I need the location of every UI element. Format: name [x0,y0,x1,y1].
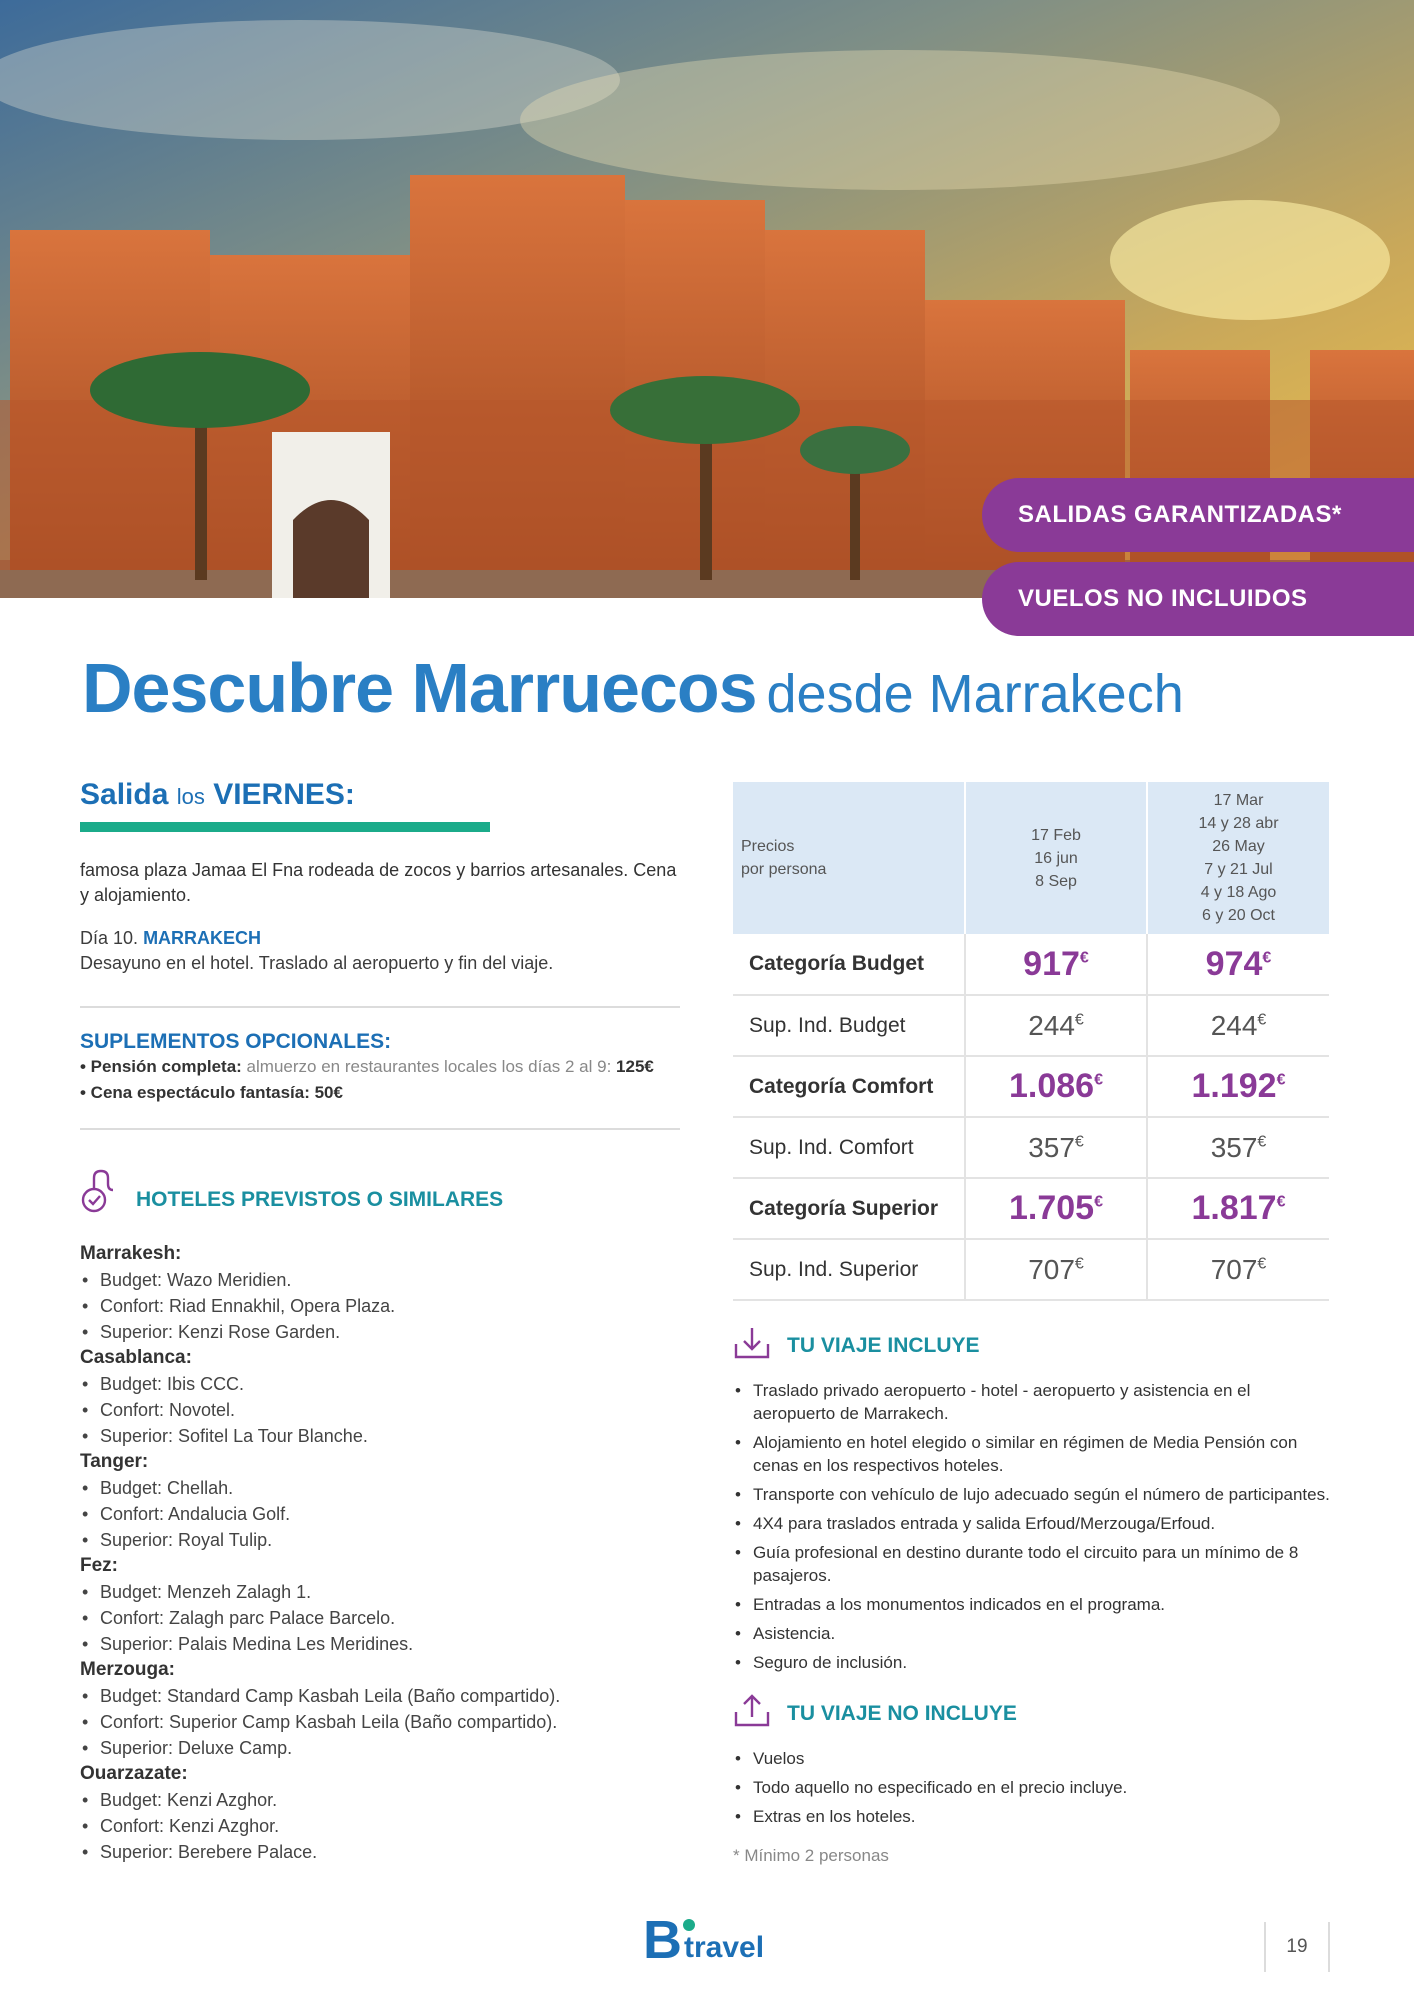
download-icon [733,1326,771,1365]
itinerary-day [80,926,680,976]
price-header-row [733,782,1329,934]
day-text: Desayuno en el hotel. Traslado al aeropuerto y fin del viaje. [80,953,554,973]
hotel-item: • Superior: Palais Medina Les Meridines. [80,1631,680,1657]
badge-vuelos-no-incluidos: VUELOS NO INCLUIDOS [982,562,1414,636]
salida-heading [80,778,680,812]
list-item: • Seguro de inclusión. [733,1651,1333,1674]
city-name: Merzouga: [80,1659,175,1680]
hotel-item: • Confort: Superior Camp Kasbah Leila (Baño compartido). [80,1709,680,1735]
hotel-item: • Confort: Zalagh parc Palace Barcelo. [80,1605,680,1631]
hotel-item: • Superior: Berebere Palace. [80,1839,680,1865]
hotel-item: • Budget: Chellah. [80,1475,680,1501]
price-header-label: Precios por persona [733,782,965,934]
divider [80,1128,680,1130]
hotel-item: • Budget: Standard Camp Kasbah Leila (Baño compartido). [80,1683,680,1709]
title-strong: Descubre Marruecos [82,649,757,727]
day-city: MARRAKECH [143,928,262,948]
upload-icon [733,1694,771,1733]
hotel-item: • Superior: Sofitel La Tour Blanche. [80,1423,680,1449]
city-name: Marrakesh: [80,1243,182,1264]
logo-dot [683,1919,695,1931]
price-cell: 244€ [1147,995,1329,1056]
incluye-title: TU VIAJE INCLUYE [787,1333,980,1357]
row-label: Categoría Superior [733,1178,965,1239]
incluye-heading [733,1326,1333,1365]
logo-text: travel [684,1931,765,1964]
price-cell: 1.705€ [965,1178,1147,1239]
row-label: Categoría Comfort [733,1056,965,1117]
list-item: • Guía profesional en destino durante todo el circuito para un mínimo de 8 pasajeros. [733,1541,1333,1587]
list-item: • Traslado privado aeropuerto - hotel - aeropuerto y asistencia en el aeropuerto de Marrakech. [733,1379,1333,1425]
price-cell: 357€ [965,1117,1147,1178]
suplemento-text: almuerzo en restaurantes locales los días 2 al 9: [241,1057,617,1076]
price-cell: 244€ [965,995,1147,1056]
salida-connector: los [176,784,205,809]
hoteles-title: HOTELES PREVISTOS O SIMILARES [136,1187,504,1211]
hotel-item: • Confort: Riad Ennakhil, Opera Plaza. [80,1293,680,1319]
table-row [733,1239,1329,1300]
list-item: • Asistencia. [733,1622,1333,1645]
green-divider [80,822,490,832]
footnote: * Mínimo 2 personas [733,1846,889,1865]
list-item: • Extras en los hoteles. [733,1805,1333,1828]
itinerary-paragraph: famosa plaza Jamaa El Fna rodeada de zocos y barrios artesanales. Cena y alojamiento. [80,860,677,905]
price-header-dates-1: 17 Feb 16 jun 8 Sep [965,782,1147,934]
price-cell: 917€ [965,934,1147,995]
suplemento-price: 125€ [616,1057,654,1076]
row-label: Sup. Ind. Budget [733,995,965,1056]
salida-day: VIERNES: [213,778,355,811]
table-row [733,1178,1329,1239]
no-incluye-heading [733,1694,1333,1733]
page-title [82,648,1184,728]
hotel-item: • Budget: Ibis CCC. [80,1371,680,1397]
badge-salidas-garantizadas: SALIDAS GARANTIZADAS* [982,478,1414,552]
left-column [80,778,680,1865]
table-row [733,934,1329,995]
divider [80,1006,680,1008]
price-cell: 1.817€ [1147,1178,1329,1239]
hotel-list [80,1241,680,1865]
hotel-key-icon [80,1168,120,1219]
table-row [733,995,1329,1056]
table-row [733,1056,1329,1117]
list-item: • Transporte con vehículo de lujo adecuado según el número de participantes. [733,1483,1333,1506]
hotel-item: • Superior: Deluxe Camp. [80,1735,680,1761]
price-header-dates-2: 17 Mar 14 y 28 abr 26 May 7 y 21 Jul 4 y 18 Ago 6 y 20 Oct [1147,782,1329,934]
price-cell: 1.192€ [1147,1056,1329,1117]
right-column [733,1326,1333,1866]
no-incluye-title: TU VIAJE NO INCLUYE [787,1701,1017,1725]
row-label: Categoría Budget [733,934,965,995]
hoteles-heading [80,1168,680,1219]
city-name: Tanger: [80,1451,149,1472]
suplementos-title: SUPLEMENTOS OPCIONALES: [80,1030,392,1053]
hotel-item: • Confort: Novotel. [80,1397,680,1423]
price-cell: 1.086€ [965,1056,1147,1117]
row-label: Sup. Ind. Superior [733,1239,965,1300]
hotel-item: • Superior: Royal Tulip. [80,1527,680,1553]
no-incluye-list [733,1747,1333,1828]
city-name: Casablanca: [80,1347,192,1368]
page-number: 19 [1264,1922,1330,1972]
city-name: Ouarzazate: [80,1763,188,1784]
suplemento-item [80,1080,680,1106]
suplemento-label: • Cena espectáculo fantasía: 50€ [80,1083,343,1102]
suplemento-item [80,1054,680,1080]
price-table [733,782,1329,1301]
suplemento-label: • Pensión completa: [80,1057,242,1076]
city-name: Fez: [80,1555,118,1576]
price-cell: 707€ [965,1239,1147,1300]
list-item: • Entradas a los monumentos indicados en el programa. [733,1593,1333,1616]
list-item: • Alojamiento en hotel elegido o similar en régimen de Media Pensión con cenas en los respectivos hoteles. [733,1431,1333,1477]
hotel-item: • Budget: Menzeh Zalagh 1. [80,1579,680,1605]
hotel-item: • Budget: Wazo Meridien. [80,1267,680,1293]
table-row [733,1117,1329,1178]
logo-b: B [643,1910,682,1970]
hotel-item: • Budget: Kenzi Azghor. [80,1787,680,1813]
list-item: • Vuelos [733,1747,1333,1770]
price-cell: 974€ [1147,934,1329,995]
btravel-logo [643,1910,765,1970]
incluye-list [733,1379,1333,1674]
hotel-item: • Confort: Andalucia Golf. [80,1501,680,1527]
price-cell: 707€ [1147,1239,1329,1300]
hotel-item: • Superior: Kenzi Rose Garden. [80,1319,680,1345]
title-light: desde Marrakech [766,664,1184,724]
list-item: • 4X4 para traslados entrada y salida Erfoud/Merzouga/Erfoud. [733,1512,1333,1535]
list-item: • Todo aquello no especificado en el precio incluye. [733,1776,1333,1799]
hotel-item: • Confort: Kenzi Azghor. [80,1813,680,1839]
salida-prefix: Salida [80,778,169,811]
row-label: Sup. Ind. Comfort [733,1117,965,1178]
day-label: Día 10. [80,928,139,948]
price-cell: 357€ [1147,1117,1329,1178]
